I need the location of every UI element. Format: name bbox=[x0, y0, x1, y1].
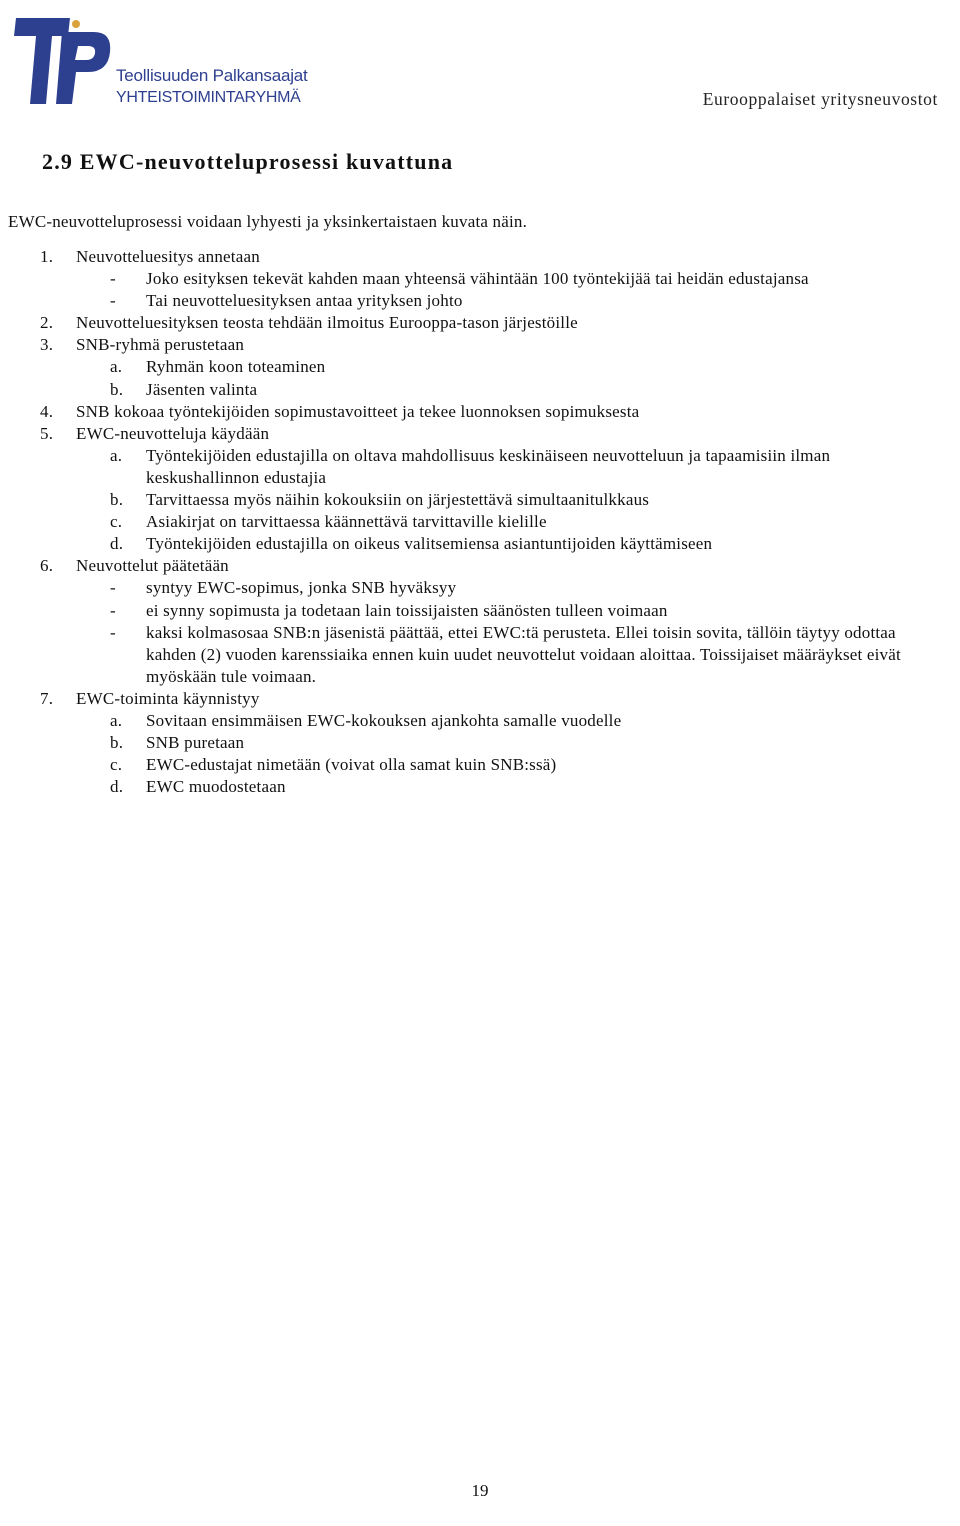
process-steps-list bbox=[0, 246, 960, 798]
step-subitem bbox=[0, 489, 960, 511]
step-item-text: SNB-ryhmä perustetaan bbox=[76, 335, 245, 355]
step-subitem-marker: - bbox=[110, 291, 116, 311]
step-subitem-text: Työntekijöiden edustajilla on oltava mahdollisuus keskinäiseen neuvotteluun ja tapaamisiin ilman keskushallinnon edustajia bbox=[146, 445, 831, 487]
step-subitem-marker: - bbox=[110, 600, 116, 620]
step-item bbox=[0, 246, 960, 268]
step-item bbox=[0, 423, 960, 445]
step-subitem-text: kaksi kolmasosaa SNB:n jäsenistä päättää, ettei EWC:tä perusteta. Ellei toisin sovita, tällöin täytyy odottaa kahden (2) vuoden karenssiaika ennen kuin uudet neuvottelut voidaan aloittaa. Toissijaiset määräykset eivät myöskään tule voimaan. bbox=[146, 622, 901, 686]
step-subitem bbox=[0, 577, 960, 599]
step-subitem-marker: - bbox=[110, 578, 116, 598]
step-item-marker: 3. bbox=[40, 335, 54, 355]
intro-paragraph: EWC-neuvotteluprosessi voidaan lyhyesti ja yksinkertaistaen kuvata näin. bbox=[8, 212, 528, 231]
step-subitem-marker: d. bbox=[110, 777, 124, 797]
step-subitem bbox=[0, 290, 960, 312]
step-subitem-marker: - bbox=[110, 269, 116, 289]
step-subitem-marker: b. bbox=[110, 379, 124, 399]
step-item bbox=[0, 555, 960, 577]
document-header-title: Eurooppalaiset yritysneuvostot bbox=[702, 89, 938, 109]
step-item-marker: 5. bbox=[40, 423, 54, 443]
step-subitem-marker: a. bbox=[110, 445, 123, 465]
step-subitem-marker: c. bbox=[110, 755, 123, 775]
step-subitem bbox=[0, 776, 960, 798]
step-subitem-marker: a. bbox=[110, 357, 123, 377]
step-subitem-marker: b. bbox=[110, 490, 124, 510]
step-subitem-marker: b. bbox=[110, 733, 124, 753]
step-item bbox=[0, 312, 960, 334]
step-subitem-marker: a. bbox=[110, 710, 123, 730]
step-subitem-text: Tai neuvotteluesityksen antaa yrityksen johto bbox=[146, 291, 463, 311]
step-item-marker: 6. bbox=[40, 556, 54, 576]
step-item-text: Neuvotteluesityksen teosta tehdään ilmoitus Eurooppa-tason järjestöille bbox=[76, 313, 578, 333]
step-subitem-text: EWC muodostetaan bbox=[146, 777, 286, 797]
step-subitem bbox=[0, 622, 960, 688]
step-item bbox=[0, 334, 960, 356]
logo-text-line1: Teollisuuden Palkansaajat bbox=[116, 66, 308, 85]
step-item-text: EWC-toiminta käynnistyy bbox=[76, 688, 260, 708]
step-subitem-marker: - bbox=[110, 622, 116, 642]
step-subitem bbox=[0, 379, 960, 401]
step-item-marker: 7. bbox=[40, 688, 54, 708]
step-item-text: EWC-neuvotteluja käydään bbox=[76, 423, 270, 443]
step-subitem-text: Joko esityksen tekevät kahden maan yhteensä vähintään 100 työntekijää tai heidän edustajansa bbox=[146, 269, 809, 289]
step-item-text: Neuvotteluesitys annetaan bbox=[76, 247, 260, 266]
step-item-text: SNB kokoaa työntekijöiden sopimustavoitteet ja tekee luonnoksen sopimuksesta bbox=[76, 401, 640, 421]
tp-logo-mark bbox=[12, 14, 116, 114]
step-item-marker: 4. bbox=[40, 401, 54, 421]
step-subitem-text: Työntekijöiden edustajilla on oikeus valitsemiensa asiantuntijoiden käyttämiseen bbox=[146, 534, 713, 554]
page-number: 19 bbox=[471, 1481, 489, 1500]
step-subitem-text: Jäsenten valinta bbox=[146, 379, 258, 399]
step-subitem bbox=[0, 533, 960, 555]
step-subitem bbox=[0, 511, 960, 533]
step-subitem-text: Tarvittaessa myös näihin kokouksiin on järjestettävä simultaanitulkkaus bbox=[146, 490, 650, 510]
step-subitem-text: SNB puretaan bbox=[146, 733, 245, 753]
tp-logo bbox=[12, 14, 308, 114]
step-subitem-text: Ryhmän koon toteaminen bbox=[146, 357, 326, 377]
logo-text-line2: YHTEISTOIMINTARYHMÄ bbox=[116, 89, 301, 106]
step-item-marker: 2. bbox=[40, 313, 54, 333]
step-subitem-marker: d. bbox=[110, 534, 124, 554]
step-item bbox=[0, 688, 960, 710]
step-subitem bbox=[0, 268, 960, 290]
section-title: 2.9 EWC-neuvotteluprosessi kuvattuna bbox=[42, 149, 454, 174]
step-subitem-text: Sovitaan ensimmäisen EWC-kokouksen ajankohta samalle vuodelle bbox=[146, 710, 622, 730]
step-item bbox=[0, 401, 960, 423]
step-subitem-text: ei synny sopimusta ja todetaan lain toissijaisten säänösten tulleen voimaan bbox=[146, 600, 668, 620]
step-subitem-text: Asiakirjat on tarvittaessa käännettävä tarvittaville kielille bbox=[146, 512, 547, 532]
step-item-text: Neuvottelut päätetään bbox=[76, 556, 229, 576]
step-item-marker: 1. bbox=[40, 247, 54, 266]
step-subitem-text: EWC-edustajat nimetään (voivat olla samat kuin SNB:ssä) bbox=[146, 755, 557, 775]
step-subitem bbox=[0, 445, 960, 489]
step-subitem-text: syntyy EWC-sopimus, jonka SNB hyväksyy bbox=[146, 578, 457, 598]
step-subitem bbox=[0, 732, 960, 754]
step-subitem-marker: c. bbox=[110, 512, 123, 532]
step-subitem bbox=[0, 710, 960, 732]
step-subitem bbox=[0, 600, 960, 622]
step-subitem bbox=[0, 754, 960, 776]
step-subitem bbox=[0, 356, 960, 378]
